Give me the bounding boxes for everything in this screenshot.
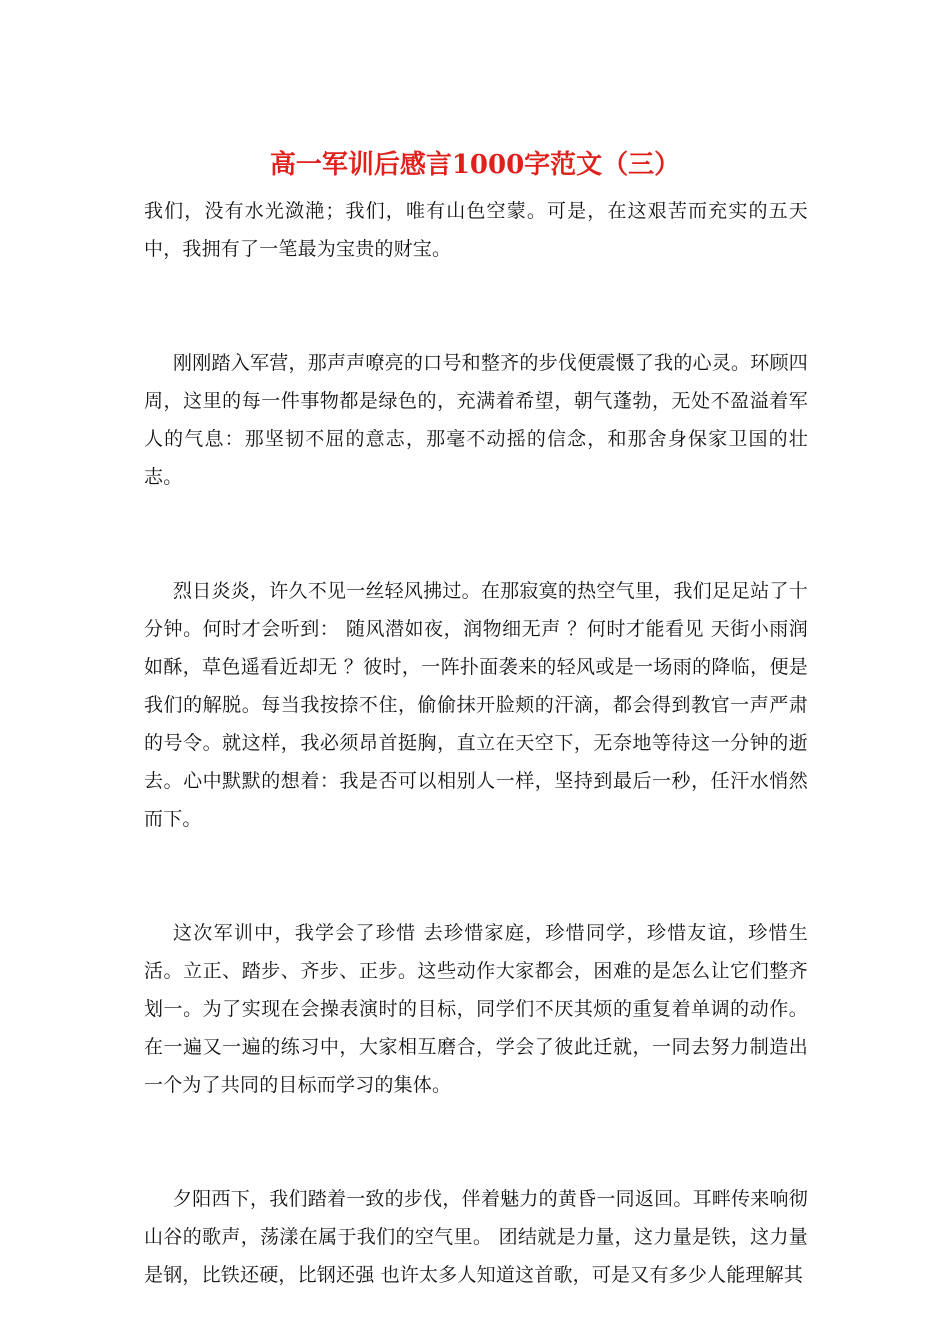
paragraph-sun: 烈日炎炎，许久不见一丝轻风拂过。在那寂寞的热空气里，我们足足站了十分钟。何时才会听到： 随风潜如夜，润物细无声 ？何时才能看见 天街小雨润如酥，草色遥看近却无 ？彼时，一阵扑面袭来的轻风或是一场雨的降临，便是我们的解脱。每当我按捺不住，偷偷抹开脸颊的汗滴，都会得到教官一声严肃的号令。就这样，我必须昂首挺胸，直立在天空下，无奈地等待这一分钟的逝去。心中默默的想着：我是否可以相别人一样，坚持到最后一秒，任汗水悄然而下。 bbox=[144, 580, 808, 830]
paragraph-intro: 我们，没有水光潋滟；我们，唯有山色空蒙。可是，在这艰苦而充实的五天中，我拥有了一笔最为宝贵的财宝。 bbox=[144, 200, 808, 260]
paragraph-cherish: 这次军训中，我学会了珍惜 去珍惜家庭，珍惜同学，珍惜友谊，珍惜生活。立正、踏步、齐步、正步。这些动作大家都会，困难的是怎么让它们整齐划一。为了实现在会操表演时的目标，同学们不厌其烦的重复着单调的动作。在一遍又一遍的练习中，大家相互磨合，学会了彼此迁就，一同去努力制造出一个为了共同的目标而学习的集体。 bbox=[144, 922, 808, 1096]
paragraph-sunset: 夕阳西下，我们踏着一致的步伐，伴着魅力的黄昏一同返回。耳畔传来响彻山谷的歌声，荡漾在属于我们的空气里。 团结就是力量，这力量是铁，这力量是钢，比铁还硬，比钢还强 也许太多人知道这首歌，可是又有多少人能理解其 bbox=[144, 1188, 808, 1286]
paragraph-gap bbox=[144, 496, 808, 572]
paragraph-gap bbox=[144, 838, 808, 914]
paragraph-gap bbox=[144, 268, 808, 344]
document-title: 高一军训后感言1000字范文（三） bbox=[269, 150, 681, 180]
paragraph-barracks: 刚刚踏入军营，那声声嘹亮的口号和整齐的步伐便震慑了我的心灵。环顾四周，这里的每一件事物都是绿色的，充满着希望，朝气蓬勃，无处不盈溢着军人的气息：那坚韧不屈的意志，那毫不动摇的信念，和那舍身保家卫国的壮志。 bbox=[144, 352, 808, 488]
paragraph-gap bbox=[144, 1104, 808, 1180]
document-body bbox=[144, 192, 808, 1294]
